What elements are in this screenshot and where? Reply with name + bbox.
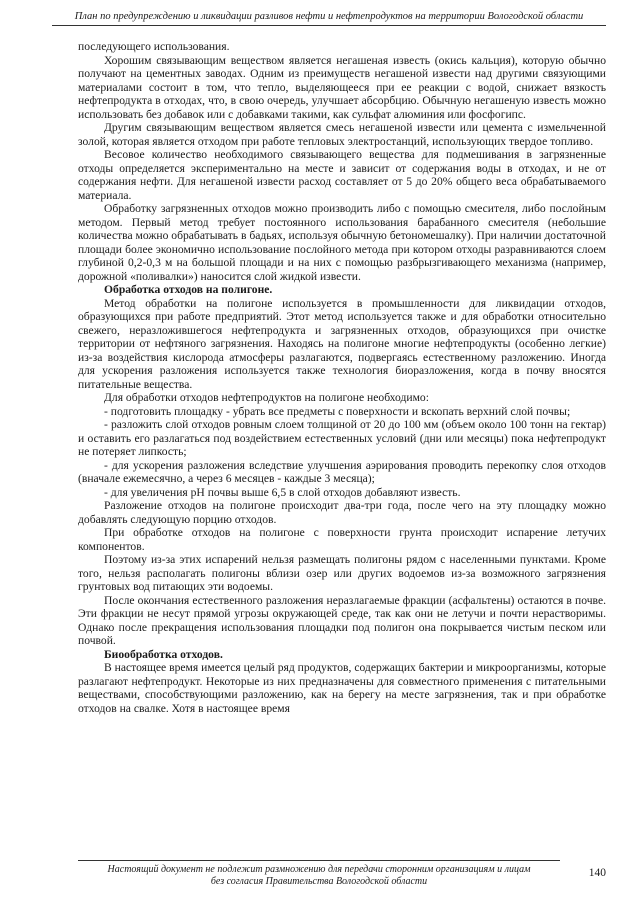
- page-number: 140: [588, 867, 606, 879]
- paragraph: последующего использования.: [78, 40, 230, 53]
- paragraph: Обработку загрязненных отходов можно производить либо с помощью смесителя, либо послойным методом. Первый метод требует постоянного использования барабанного смесителя (небольшие количества можно обрабатывать в бадьях, используя обычную бетономешалку). При наличии достаточной площади более экономично использование послойного метода при котором отходы разравниваются слоем глубиной 0,2-0,3 м на большой площади и на них с помощью разбрызгивающего механизма (например, дорожной «поливалки») наносится слой жидкой извести.: [78, 202, 606, 283]
- section-heading: Биообработка отходов.: [104, 647, 223, 661]
- paragraph: Хорошим связывающим веществом является негашеная известь (окись кальция), которую обычно получают на цементных заводах. Одним из преимуществ негашеной извести над другими связующими материалами состоит в том, что тепло, выделяющееся при ее реакции с водой, снижает вязкость нефтепродукта в отходах, что, в свою очередь, улучшает абсорбцию. Обычную негашеную известь можно использовать без добавок или с добавками такими, как сульфат алюминия или фосфогипс.: [78, 53, 606, 121]
- paragraph: Разложение отходов на полигоне происходит два-три года, после чего на эту площадку можно добавлять следующую порцию отходов.: [78, 499, 606, 526]
- list-item: - для увеличения pH почвы выше 6,5 в слой отходов добавляют известь.: [104, 485, 461, 499]
- paragraph: В настоящее время имеется целый ряд продуктов, содержащих бактерии и микроорганизмы, которые разлагают нефтепродукт. Некоторые из них предназначены для совместного применения с питательными веществами, способствующими разложению, как на берегу на месте загрязнения, так и при обработке отходов на свалке. Хотя в настоящее время: [78, 661, 606, 715]
- footer-line: Настоящий документ не подлежит размножению для передачи сторонним организациям и лицам: [107, 864, 531, 875]
- document-body: [78, 40, 606, 715]
- page-header: План по предупреждению и ликвидации разливов нефти и нефтепродуктов на территории Вологодской области: [52, 11, 606, 26]
- paragraph: Метод обработки на полигоне используется в промышленности для ликвидации отходов, образующихся при работе предприятий. Этот метод используется также и для обработки относительно свежего, неразложившегося нефтепродукта и загрязненных отходов, образующихся при очистке территории от нефтяного загрязнения. Находясь на полигоне многие нефтепродукты (особенно легкие) из-за воздействия кислорода атмосферы разлагаются, подвергаясь естественному разложению. Иногда для ускорения разложения используется также технология биоразложения, когда в почву вносятся питательные вещества.: [78, 296, 606, 391]
- list-item: - для ускорения разложения вследствие улучшения аэрирования проводить перекопку слоя отходов (вначале ежемесячно, а через 6 месяцев - каждые 3 месяца);: [78, 458, 606, 485]
- footer-line: без согласия Правительства Вологодской области: [210, 876, 428, 887]
- paragraph: Для обработки отходов нефтепродуктов на полигоне необходимо:: [104, 391, 429, 404]
- list-item: - разложить слой отходов ровным слоем толщиной от 20 до 100 мм (объем около 100 тонн на гектар) и оставить его разлагаться под воздействием естественных условий (дни или месяцы) пока нефтепродукт не потеряет липкость;: [78, 418, 606, 458]
- paragraph: После окончания естественного разложения неразлагаемые фракции (асфальтены) остаются в почве. Эти фракции не несут прямой угрозы окружающей среде, так как они не летучи и почти нерастворимы. Однако после прекращения использования площадки под полигон она покрывается чистым песком или почвой.: [78, 593, 606, 647]
- paragraph: При обработке отходов на полигоне с поверхности грунта происходит испарение летучих компонентов.: [78, 526, 606, 553]
- list-item: - подготовить площадку - убрать все предметы с поверхности и вскопать верхний слой почвы;: [104, 404, 571, 418]
- paragraph: Другим связывающим веществом является смесь негашеной извести или цемента с измельченной золой, которая является отходом при работе тепловых электростанций, использующих твердое топливо.: [78, 121, 606, 148]
- page-footer: [78, 860, 560, 888]
- section-heading: Обработка отходов на полигоне.: [104, 283, 273, 296]
- paragraph: Поэтому из-за этих испарений нельзя размещать полигоны рядом с населенными пунктами. Кроме того, нельзя располагать полигоны вблизи озер или других водоемов из-за возможного загрязнения грунтовых вод питающих эти водоемы.: [78, 553, 606, 593]
- paragraph: Весовое количество необходимого связывающего вещества для подмешивания в загрязненные отходы определяется экспериментально на месте и зависит от содержания воды в отходах, и не от содержания нефти. Для негашеной извести расход составляет от 5 до 20% общего веса обрабатываемого материала.: [78, 148, 606, 202]
